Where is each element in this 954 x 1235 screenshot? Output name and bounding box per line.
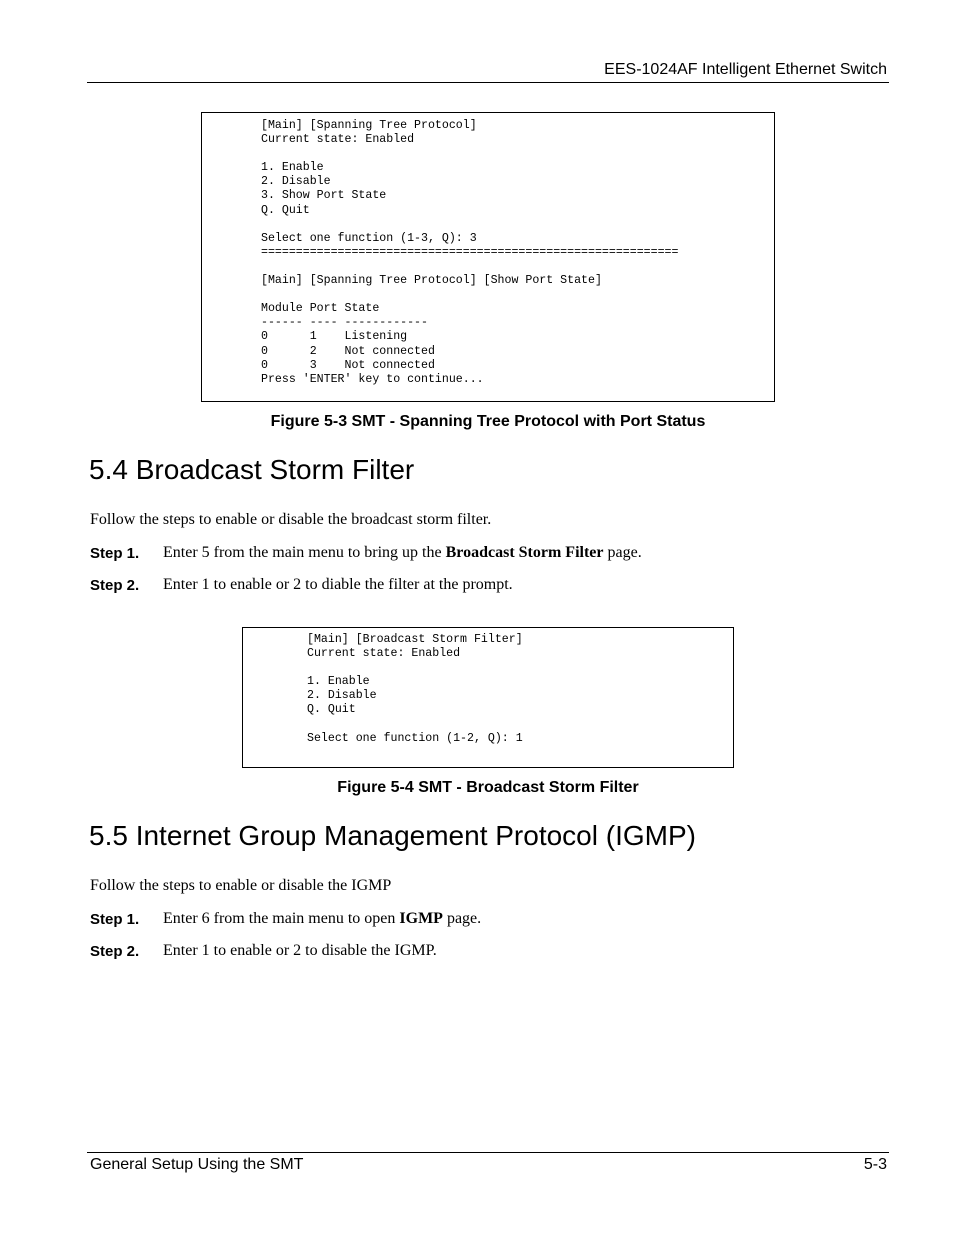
ui-term: Broadcast Storm Filter: [445, 544, 604, 561]
bsf-console-screen: [242, 627, 734, 768]
running-title: EES-1024AF Intelligent Ethernet Switch: [604, 61, 887, 78]
section-heading-5-4: 5.4 Broadcast Storm Filter: [89, 454, 415, 485]
section-5-5-intro: Follow the steps to enable or disable the IGMP: [90, 877, 392, 894]
page-number: 5-3: [863, 1156, 887, 1173]
section-heading-5-5: 5.5 Internet Group Management Protocol (IGMP): [89, 820, 696, 851]
section-5-4-step-1: [90, 544, 890, 564]
section-5-5-step-1: [90, 910, 890, 930]
section-5-4-intro: Follow the steps to enable or disable the broadcast storm filter.: [90, 511, 492, 528]
page-footer: [87, 1152, 889, 1177]
stp-console-text: [Main] [Spanning Tree Protocol] Current state: Enabled 1. Enable 2. Disable 3. Show Port State Q. Quit Select one function (1-3, Q): 3 ============================================================ [Main] [Spanning Tree Protocol] [Show Port State] Module Port State ------ ---- ------------ 0 1 Listening 0 2 Not connected 0 3 Not connected Press 'ENTER' key to continue...: [261, 119, 679, 386]
figure-5-4-caption: Figure 5-4 SMT - Broadcast Storm Filter: [337, 779, 639, 796]
footer-chapter-title: General Setup Using the SMT: [90, 1156, 304, 1173]
step-text: Enter 6 from the main menu to open IGMP page.: [163, 910, 482, 927]
step-label: Step 1.: [90, 545, 140, 562]
step-text: Enter 1 to enable or 2 to diable the filter at the prompt.: [163, 576, 513, 593]
stp-console-screen: [201, 112, 775, 402]
bsf-console-text: [Main] [Broadcast Storm Filter] Current state: Enabled 1. Enable 2. Disable Q. Quit Select one function (1-2, Q): 1: [307, 633, 523, 745]
step-label: Step 2.: [90, 943, 140, 960]
ui-term: IGMP: [399, 910, 443, 927]
step-label: Step 2.: [90, 577, 140, 594]
page-header: [87, 61, 889, 83]
step-text: Enter 1 to enable or 2 to disable the IGMP.: [163, 942, 437, 959]
section-5-4-step-2: [90, 576, 890, 596]
step-text: Enter 5 from the main menu to bring up the Broadcast Storm Filter page.: [163, 544, 642, 561]
step-label: Step 1.: [90, 911, 140, 928]
figure-5-3-caption: Figure 5-3 SMT - Spanning Tree Protocol with Port Status: [270, 413, 706, 430]
section-5-5-step-2: [90, 942, 890, 962]
